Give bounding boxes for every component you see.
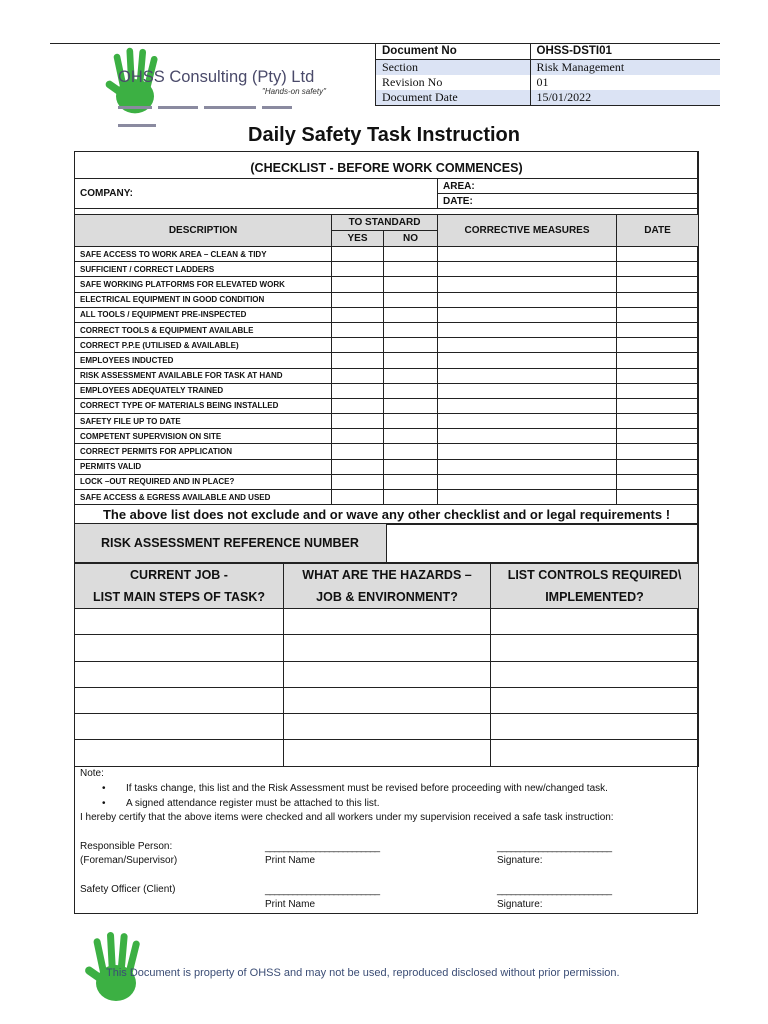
header-line: WHAT ARE THE HAZARDS – — [302, 568, 472, 582]
corrective-cell[interactable] — [438, 292, 617, 307]
job-step-cell[interactable] — [75, 661, 284, 687]
risk-reference-table — [74, 523, 699, 563]
meta-value: Risk Management — [530, 59, 720, 75]
yes-cell[interactable] — [332, 247, 384, 262]
responsible-person-label: Responsible Person: — [80, 841, 173, 852]
document-meta-table — [375, 44, 720, 106]
control-cell[interactable] — [491, 609, 699, 635]
print-name-line[interactable]: _________________________ — [265, 885, 380, 896]
yes-cell[interactable] — [332, 338, 384, 353]
checklist-item: SAFE WORKING PLATFORMS FOR ELEVATED WORK — [75, 277, 332, 292]
column-header-no: NO — [384, 231, 438, 247]
job-step-cell[interactable] — [75, 714, 284, 740]
hazard-cell[interactable] — [284, 635, 491, 661]
job-step-cell[interactable] — [75, 687, 284, 713]
checklist-item: CORRECT PERMITS FOR APPLICATION — [75, 444, 332, 459]
table-row — [75, 414, 699, 429]
date-field[interactable]: DATE: — [438, 194, 699, 209]
no-cell[interactable] — [384, 353, 438, 368]
no-cell[interactable] — [384, 459, 438, 474]
control-cell[interactable] — [491, 635, 699, 661]
checklist-item: EMPLOYEES INDUCTED — [75, 353, 332, 368]
meta-label: Document No — [376, 44, 531, 59]
header-line: CURRENT JOB - — [130, 568, 228, 582]
table-row — [75, 262, 699, 277]
control-cell[interactable] — [491, 687, 699, 713]
checklist-item: SAFE ACCESS TO WORK AREA – CLEAN & TIDY — [75, 247, 332, 262]
certification-statement: I hereby certify that the above items were checked and all workers under my supervision received a safe task instruction: — [80, 812, 614, 823]
no-cell[interactable] — [384, 444, 438, 459]
control-cell[interactable] — [491, 661, 699, 687]
job-step-cell[interactable] — [75, 609, 284, 635]
checklist-item: PERMITS VALID — [75, 459, 332, 474]
yes-cell[interactable] — [332, 474, 384, 489]
date-cell[interactable] — [617, 383, 699, 398]
note-bullet: • A signed attendance register must be attached to this list. — [80, 796, 692, 811]
meta-label: Section — [376, 59, 531, 75]
date-cell[interactable] — [617, 338, 699, 353]
note-bullet: • If tasks change, this list and the Risk Assessment must be revised before proceeding with new/changed task. — [80, 781, 692, 796]
corrective-cell[interactable] — [438, 429, 617, 444]
page-title: Daily Safety Task Instruction — [248, 124, 520, 146]
yes-cell[interactable] — [332, 368, 384, 383]
contact-details-strip — [118, 99, 333, 105]
table-row — [75, 368, 699, 383]
checklist-item: SAFETY FILE UP TO DATE — [75, 414, 332, 429]
hazard-cell[interactable] — [284, 714, 491, 740]
yes-cell[interactable] — [332, 262, 384, 277]
table-row — [75, 338, 699, 353]
corrective-cell[interactable] — [438, 490, 617, 505]
control-cell[interactable] — [491, 714, 699, 740]
corrective-cell[interactable] — [438, 414, 617, 429]
checklist-item: RISK ASSESSMENT AVAILABLE FOR TASK AT HAND — [75, 368, 332, 383]
no-cell[interactable] — [384, 429, 438, 444]
footer-disclaimer: This Document is property of OHSS and may not be used, reproduced disclosed without prior permission. — [106, 967, 620, 979]
header-line: LIST MAIN STEPS OF TASK? — [93, 590, 265, 604]
corrective-cell[interactable] — [438, 322, 617, 337]
meta-value: 15/01/2022 — [530, 90, 720, 106]
print-name-label: Print Name — [265, 855, 316, 866]
yes-cell[interactable] — [332, 414, 384, 429]
meta-value: OHSS-DSTI01 — [530, 44, 720, 59]
yes-cell[interactable] — [332, 322, 384, 337]
signature-label: Signature: — [497, 855, 543, 866]
job-step-cell[interactable] — [75, 740, 284, 766]
yes-cell[interactable] — [332, 353, 384, 368]
yes-cell[interactable] — [332, 459, 384, 474]
table-row — [75, 277, 699, 292]
no-cell[interactable] — [384, 383, 438, 398]
notes-label: Note: — [80, 768, 104, 779]
column-header-controls — [491, 564, 699, 609]
column-header-hazards — [284, 564, 491, 609]
table-row — [75, 609, 699, 635]
header-line: IMPLEMENTED? — [545, 590, 644, 604]
corrective-cell[interactable] — [438, 353, 617, 368]
no-cell[interactable] — [384, 262, 438, 277]
yes-cell[interactable] — [332, 292, 384, 307]
corrective-cell[interactable] — [438, 262, 617, 277]
company-field[interactable]: COMPANY: — [75, 179, 438, 209]
risk-reference-label: RISK ASSESSMENT REFERENCE NUMBER — [75, 524, 387, 563]
table-row — [75, 740, 699, 766]
corrective-cell[interactable] — [438, 247, 617, 262]
table-row — [75, 383, 699, 398]
date-cell[interactable] — [617, 262, 699, 277]
table-row — [75, 687, 699, 713]
corrective-cell[interactable] — [438, 277, 617, 292]
checklist-item: SAFE ACCESS & EGRESS AVAILABLE AND USED — [75, 490, 332, 505]
checklist-item: CORRECT TYPE OF MATERIALS BEING INSTALLED — [75, 398, 332, 413]
checklist-subtitle: (CHECKLIST - BEFORE WORK COMMENCES) — [75, 152, 699, 179]
table-row — [75, 247, 699, 262]
meta-label: Revision No — [376, 75, 531, 90]
table-row — [75, 429, 699, 444]
header-line: JOB & ENVIRONMENT? — [316, 590, 458, 604]
date-cell[interactable] — [617, 307, 699, 322]
corrective-cell[interactable] — [438, 474, 617, 489]
table-row — [75, 635, 699, 661]
no-cell[interactable] — [384, 414, 438, 429]
date-cell[interactable] — [617, 474, 699, 489]
hazard-cell[interactable] — [284, 661, 491, 687]
date-cell[interactable] — [617, 490, 699, 505]
risk-reference-input[interactable] — [387, 524, 699, 563]
table-row — [75, 474, 699, 489]
column-header-date: DATE — [617, 215, 699, 247]
table-row — [75, 661, 699, 687]
legal-notice: The above list does not exclude and or wave any other checklist and or legal requirements ! — [75, 505, 699, 525]
no-cell[interactable] — [384, 474, 438, 489]
checklist-item: CORRECT P.P.E (UTILISED & AVAILABLE) — [75, 338, 332, 353]
table-row — [75, 490, 699, 505]
notes-section — [80, 768, 692, 811]
no-cell[interactable] — [384, 338, 438, 353]
signature-label: Signature: — [497, 899, 543, 910]
corrective-cell[interactable] — [438, 368, 617, 383]
no-cell[interactable] — [384, 247, 438, 262]
no-cell[interactable] — [384, 398, 438, 413]
corrective-cell[interactable] — [438, 338, 617, 353]
column-header-to-standard: TO STANDARD — [332, 215, 438, 231]
hazard-cell[interactable] — [284, 609, 491, 635]
company-name: OHSS Consulting (Pty) Ltd — [118, 68, 315, 86]
date-cell[interactable] — [617, 459, 699, 474]
meta-value: 01 — [530, 75, 720, 90]
control-cell[interactable] — [491, 740, 699, 766]
area-field[interactable]: AREA: — [438, 179, 699, 194]
signature-line[interactable]: _________________________ — [497, 885, 612, 896]
signature-line[interactable]: _________________________ — [497, 842, 612, 853]
table-row — [75, 307, 699, 322]
yes-cell[interactable] — [332, 398, 384, 413]
hazard-cell[interactable] — [284, 687, 491, 713]
table-row — [75, 353, 699, 368]
yes-cell[interactable] — [332, 444, 384, 459]
no-cell[interactable] — [384, 322, 438, 337]
yes-cell[interactable] — [332, 383, 384, 398]
yes-cell[interactable] — [332, 277, 384, 292]
hazard-cell[interactable] — [284, 740, 491, 766]
checklist-item: COMPETENT SUPERVISION ON SITE — [75, 429, 332, 444]
checklist-item: LOCK –OUT REQUIRED AND IN PLACE? — [75, 474, 332, 489]
no-cell[interactable] — [384, 490, 438, 505]
date-cell[interactable] — [617, 277, 699, 292]
date-cell[interactable] — [617, 292, 699, 307]
checklist-item: CORRECT TOOLS & EQUIPMENT AVAILABLE — [75, 322, 332, 337]
table-row — [75, 459, 699, 474]
date-cell[interactable] — [617, 414, 699, 429]
corrective-cell[interactable] — [438, 459, 617, 474]
job-step-cell[interactable] — [75, 635, 284, 661]
yes-cell[interactable] — [332, 429, 384, 444]
yes-cell[interactable] — [332, 307, 384, 322]
corrective-cell[interactable] — [438, 383, 617, 398]
safety-officer-label: Safety Officer (Client) — [80, 884, 176, 895]
corrective-cell[interactable] — [438, 307, 617, 322]
yes-cell[interactable] — [332, 490, 384, 505]
date-cell[interactable] — [617, 353, 699, 368]
corrective-cell[interactable] — [438, 398, 617, 413]
task-hazard-table — [74, 563, 699, 767]
no-cell[interactable] — [384, 307, 438, 322]
column-header-description: DESCRIPTION — [75, 215, 332, 247]
checklist-item: ELECTRICAL EQUIPMENT IN GOOD CONDITION — [75, 292, 332, 307]
header-line: LIST CONTROLS REQUIRED\ — [507, 568, 682, 582]
column-header-job-steps — [75, 564, 284, 609]
meta-label: Document Date — [376, 90, 531, 106]
table-row — [75, 322, 699, 337]
no-cell[interactable] — [384, 292, 438, 307]
corrective-cell[interactable] — [438, 444, 617, 459]
checklist-item: SUFFICIENT / CORRECT LADDERS — [75, 262, 332, 277]
column-header-corrective: CORRECTIVE MEASURES — [438, 215, 617, 247]
no-cell[interactable] — [384, 277, 438, 292]
company-tagline: "Hands-on safety" — [262, 87, 326, 96]
table-row — [75, 292, 699, 307]
responsible-person-sub: (Foreman/Supervisor) — [80, 855, 178, 866]
date-cell[interactable] — [617, 247, 699, 262]
print-name-label: Print Name — [265, 899, 316, 910]
date-cell[interactable] — [617, 444, 699, 459]
date-cell[interactable] — [617, 322, 699, 337]
date-cell[interactable] — [617, 368, 699, 383]
column-header-yes: YES — [332, 231, 384, 247]
date-cell[interactable] — [617, 429, 699, 444]
date-cell[interactable] — [617, 398, 699, 413]
print-name-line[interactable]: _________________________ — [265, 842, 380, 853]
safety-checklist-form — [74, 151, 699, 525]
table-row — [75, 444, 699, 459]
checklist-item: EMPLOYEES ADEQUATELY TRAINED — [75, 383, 332, 398]
no-cell[interactable] — [384, 368, 438, 383]
table-row — [75, 398, 699, 413]
table-row — [75, 714, 699, 740]
checklist-item: ALL TOOLS / EQUIPMENT PRE-INSPECTED — [75, 307, 332, 322]
